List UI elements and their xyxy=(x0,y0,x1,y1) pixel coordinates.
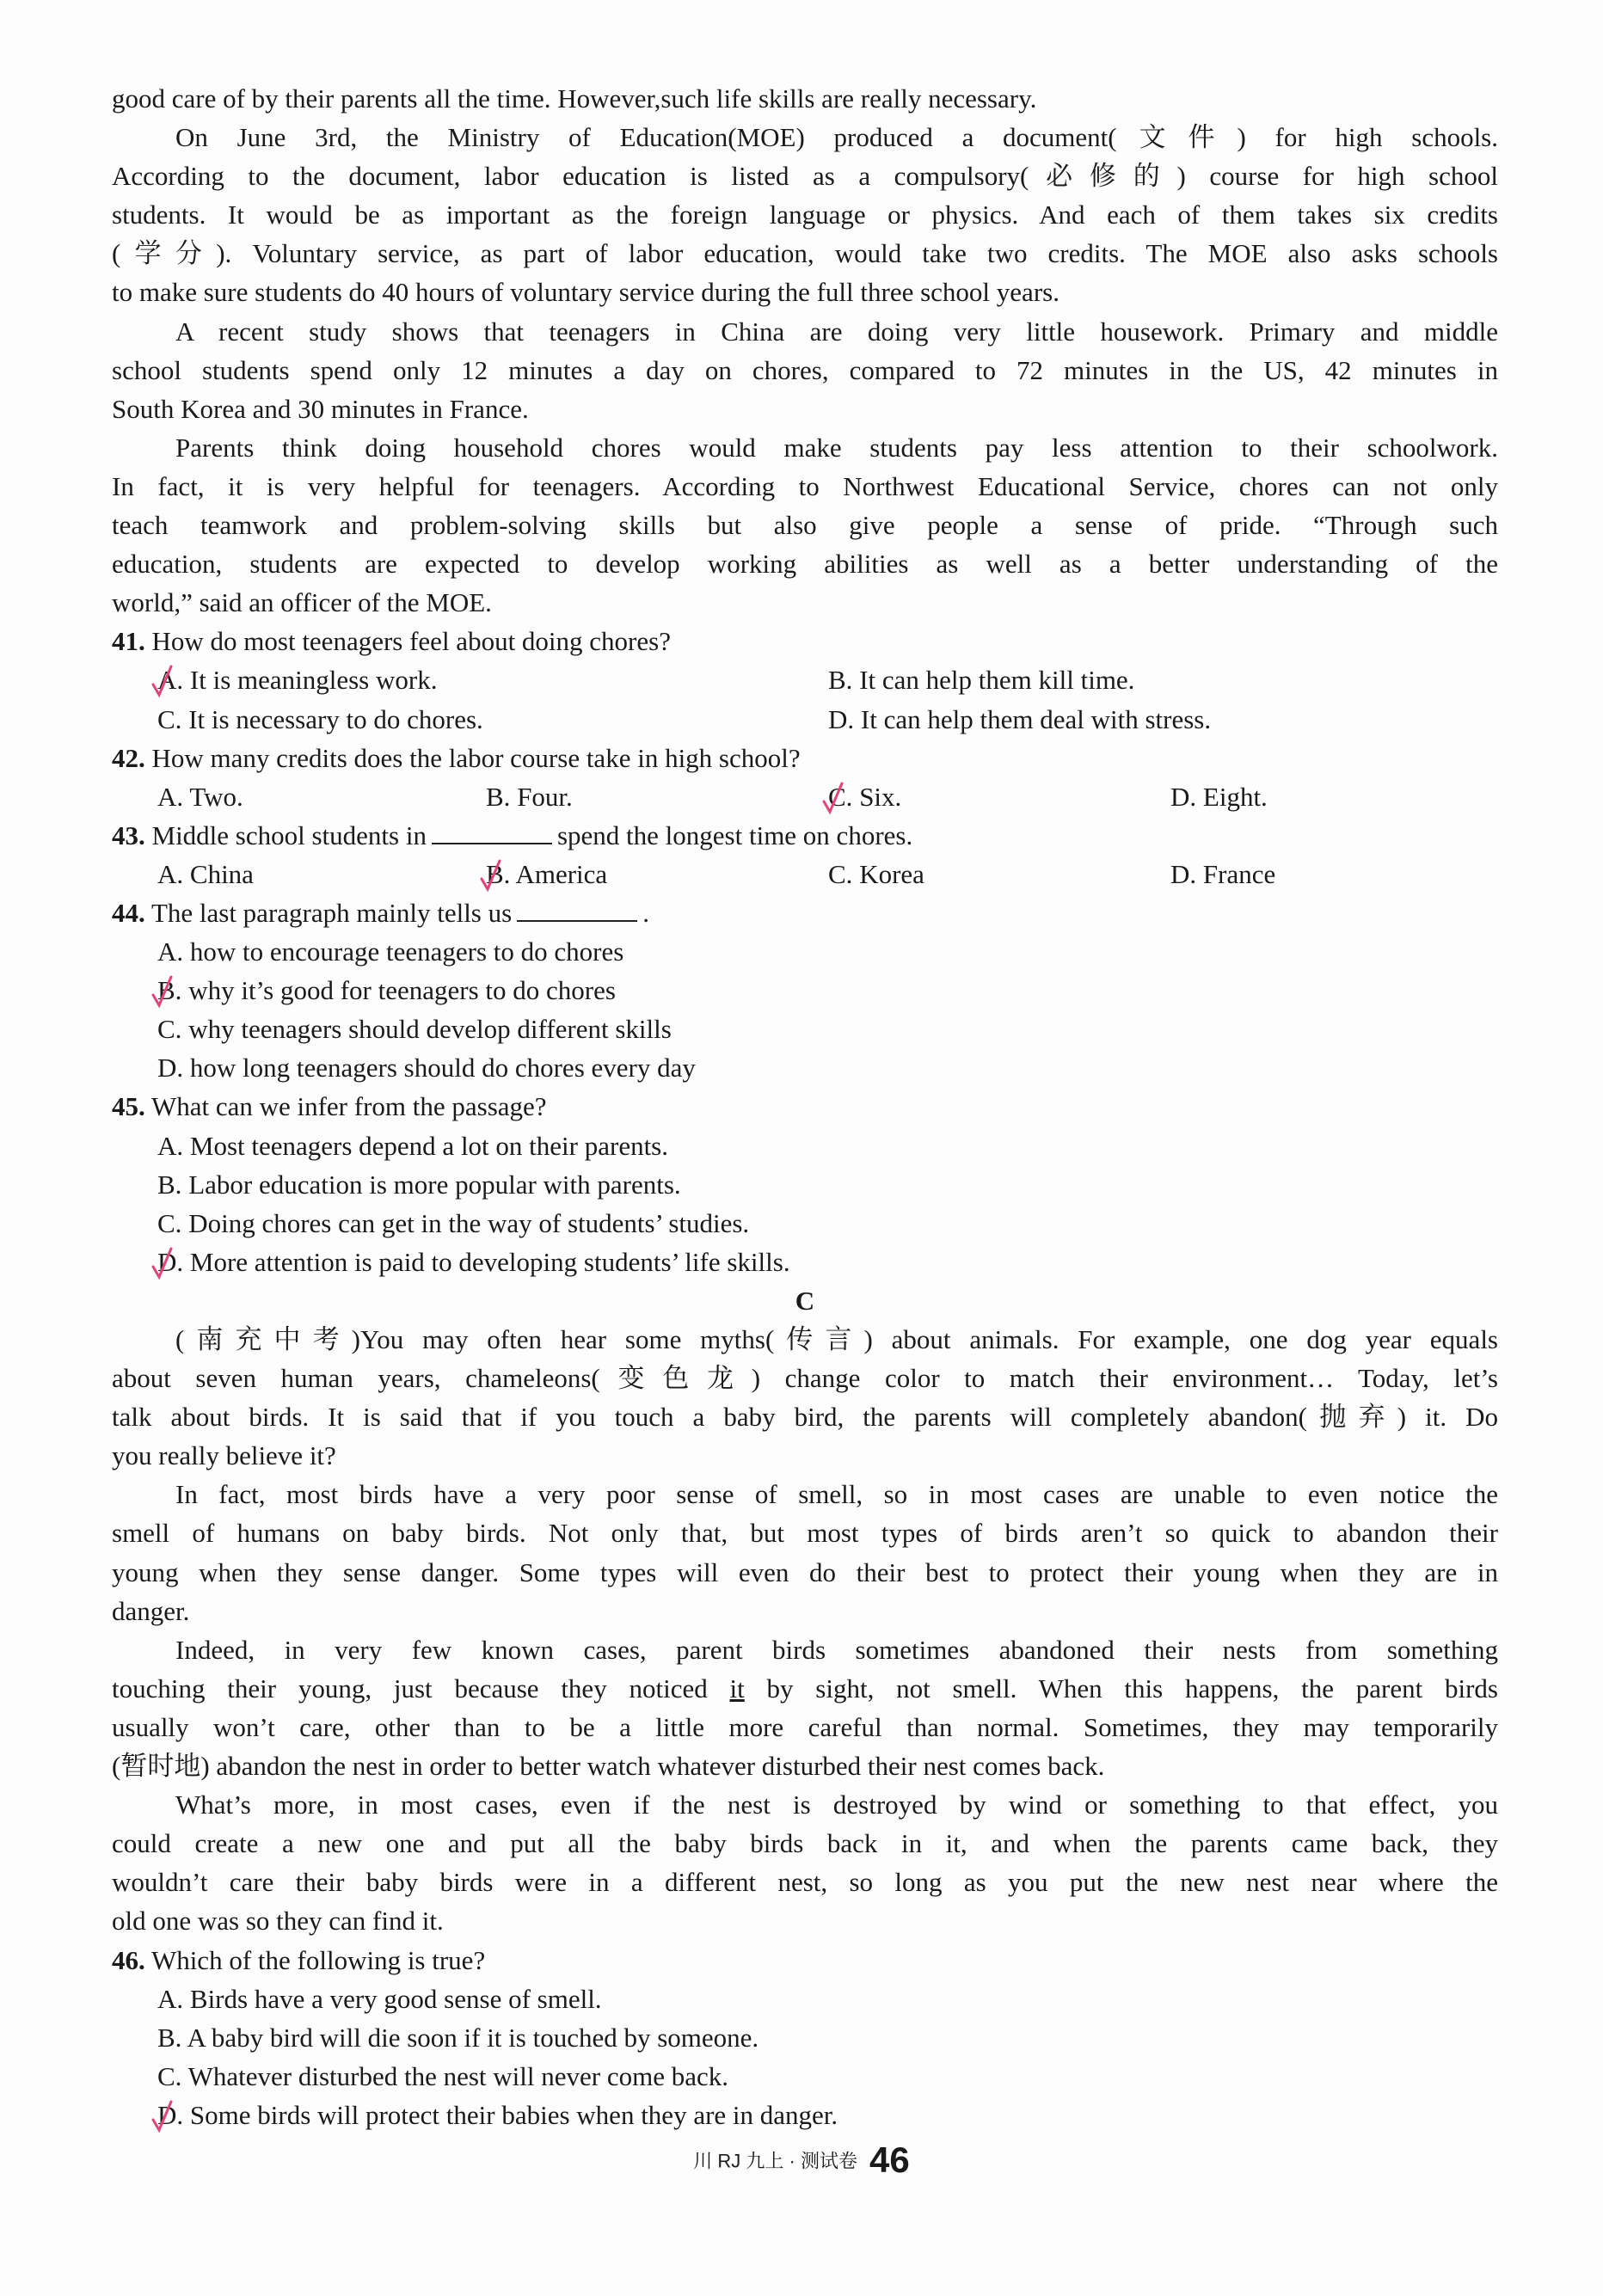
paragraph-line xyxy=(112,428,1498,467)
paragraph-line xyxy=(112,1513,1498,1552)
question xyxy=(112,739,1498,777)
option-text: Korea xyxy=(852,858,924,889)
answer-option xyxy=(157,2018,759,2057)
paragraph-line xyxy=(112,273,1498,311)
option-text: Most teenagers depend a lot on their parents. xyxy=(183,1130,668,1161)
options-row xyxy=(112,2057,1498,2096)
option-text: France xyxy=(1196,858,1276,889)
answer-option xyxy=(828,855,924,893)
answer-option xyxy=(157,932,623,971)
text-segment: by sight, not smell. When this happens, the parent birds xyxy=(744,1673,1498,1704)
options-row xyxy=(112,660,1498,699)
options-row xyxy=(112,932,1498,971)
option-letter: C. xyxy=(157,703,182,734)
answer-option xyxy=(157,1204,749,1243)
options-row xyxy=(112,1010,1498,1048)
answer-option xyxy=(1170,777,1268,816)
answer-option xyxy=(1170,855,1275,893)
checkmark-icon xyxy=(150,664,176,698)
option-letter: C. xyxy=(157,1014,182,1045)
option-text: America xyxy=(510,858,608,889)
option-letter: C. xyxy=(157,1207,182,1238)
question-number: 41. xyxy=(112,626,145,657)
paragraph-line xyxy=(112,79,1498,118)
paragraph-line xyxy=(112,1630,1498,1669)
question-number: 44. xyxy=(112,897,145,928)
question-text: Which of the following is true? xyxy=(144,1944,486,1975)
question-number: 45. xyxy=(112,1091,145,1122)
line-text: you really believe it? xyxy=(112,1440,336,1471)
answer-option xyxy=(157,700,483,739)
option-letter: D. xyxy=(1170,781,1197,812)
option-letter: B. xyxy=(486,781,511,812)
option-text: It can help them kill time. xyxy=(852,665,1135,696)
option-letter: B. xyxy=(486,858,511,889)
answer-option xyxy=(828,660,1134,699)
line-text: usually won’t care, other than to be a little more careful than normal. Sometimes, they may temporarily xyxy=(112,1711,1498,1742)
option-letter: A. xyxy=(157,781,184,812)
option-text: A baby bird will die soon if it is touched by someone. xyxy=(181,2022,759,2053)
answer-option xyxy=(157,2057,728,2096)
paragraph-line xyxy=(112,544,1498,583)
option-letter: A. xyxy=(157,936,184,967)
paragraph-line xyxy=(112,1436,1498,1475)
line-text: On June 3rd, the Ministry of Education(MOE) produced a document(文件) for high schools. xyxy=(175,122,1498,153)
options-row xyxy=(112,777,1498,816)
question-text: Middle school students in xyxy=(144,820,427,850)
paragraph-line xyxy=(112,1824,1498,1863)
option-letter: A. xyxy=(157,1130,184,1161)
line-text: What’s more, in most cases, even if the nest is destroyed by wind or something to that effect, you xyxy=(175,1790,1498,1820)
line-text: education, students are expected to develop working abilities as well as a better understanding of the xyxy=(112,549,1498,580)
options-row xyxy=(112,1243,1498,1281)
paragraph-line xyxy=(112,1863,1498,1901)
option-letter: B. xyxy=(157,975,182,1006)
option-text: More attention is paid to developing students’ life skills. xyxy=(183,1246,790,1277)
options-row xyxy=(112,1127,1498,1165)
option-letter: D. xyxy=(157,2099,184,2130)
line-text: about seven human years, chameleons(变色龙) change color to match their environment… Today, let’s xyxy=(112,1363,1498,1394)
option-letter: D. xyxy=(1170,858,1197,889)
line-text: young when they sense danger. Some types will even do their best to protect their young when they are in xyxy=(112,1556,1498,1587)
paragraph-line xyxy=(112,1359,1498,1397)
paragraph-line xyxy=(112,234,1498,273)
line-text: good care of by their parents all the time. However,such life skills are really necessary. xyxy=(112,83,1037,114)
option-text: how long teenagers should do chores every day xyxy=(183,1053,696,1084)
question-number: 42. xyxy=(112,742,145,773)
paragraph-line xyxy=(112,467,1498,506)
question-text: How do most teenagers feel about doing chores? xyxy=(144,626,671,657)
option-letter: D. xyxy=(828,703,855,734)
line-text: old one was so they can find it. xyxy=(112,1906,444,1937)
question xyxy=(112,1087,1498,1126)
line-text: teach teamwork and problem-solving skills but also give people a sense of pride. “Through such xyxy=(112,510,1498,541)
line-text: danger. xyxy=(112,1595,190,1626)
paragraph-line xyxy=(112,1669,1498,1708)
line-text: talk about birds. It is said that if you touch a baby bird, the parents will completely abandon(抛弃) it. Do xyxy=(112,1402,1498,1433)
option-text: how to encourage teenagers to do chores xyxy=(183,936,624,967)
answer-option xyxy=(157,2096,838,2134)
answer-option xyxy=(486,855,607,893)
paragraph-line xyxy=(112,390,1498,428)
option-letter: B. xyxy=(828,665,853,696)
option-text: It is necessary to do chores. xyxy=(181,703,483,734)
question xyxy=(112,1941,1498,1980)
paragraph-line xyxy=(112,157,1498,195)
question-text-end: spend the longest time on chores. xyxy=(556,820,913,850)
line-text: Indeed, in very few known cases, parent birds sometimes abandoned their nests from something xyxy=(175,1634,1498,1665)
question-text: How many credits does the labor course take in high school? xyxy=(144,742,801,773)
checkmark-icon xyxy=(150,974,176,1009)
line-text: In fact, most birds have a very poor sense of smell, so in most cases are unable to even notice the xyxy=(175,1479,1498,1510)
line-text: could create a new one and put all the baby birds back in it, and when the parents came back, they xyxy=(112,1828,1498,1859)
paragraph-line xyxy=(112,312,1498,351)
page-number: 46 xyxy=(869,2139,910,2180)
option-letter: C. xyxy=(828,781,853,812)
answer-option xyxy=(157,1165,681,1204)
line-text: South Korea and 30 minutes in France. xyxy=(112,393,529,424)
option-text: why it’s good for teenagers to do chores xyxy=(181,975,616,1006)
line-text: school students spend only 12 minutes a day on chores, compared to 72 minutes in the US, 42 minutes in xyxy=(112,354,1498,385)
option-text: It is meaningless work. xyxy=(183,665,438,696)
answer-option xyxy=(828,777,901,816)
paragraph-line xyxy=(112,1747,1498,1785)
option-letter: C. xyxy=(828,858,853,889)
checkmark-icon xyxy=(821,781,847,815)
answer-option xyxy=(157,660,437,699)
line-text: (南充中考)You may often hear some myths(传言) about animals. For example, one dog year equals xyxy=(175,1324,1498,1354)
line-text: (学分). Voluntary service, as part of labor education, would take two credits. The MOE also asks schools xyxy=(112,238,1498,269)
paragraph-line xyxy=(112,506,1498,544)
underlined-word: it xyxy=(729,1673,745,1704)
option-text: Four. xyxy=(510,781,573,812)
paragraph-line xyxy=(112,1320,1498,1359)
options-row xyxy=(112,2096,1498,2134)
line-text: According to the document, labor education is listed as a compulsory(必修的) course for high school xyxy=(112,161,1498,192)
paragraph-line xyxy=(112,1475,1498,1513)
question xyxy=(112,816,1498,855)
question xyxy=(112,893,1498,932)
option-letter: A. xyxy=(157,665,184,696)
line-text: smell of humans on baby birds. Not only that, but most types of birds aren’t so quick to abandon their xyxy=(112,1518,1498,1549)
option-text: why teenagers should develop different skills xyxy=(181,1014,672,1045)
question-number: 43. xyxy=(112,820,145,850)
option-text: Some birds will protect their babies when they are in danger. xyxy=(183,2099,838,2130)
paragraph-line xyxy=(112,1901,1498,1940)
options-row xyxy=(112,855,1498,893)
option-letter: A. xyxy=(157,858,184,889)
paragraph-line xyxy=(112,351,1498,390)
option-letter: B. xyxy=(157,2022,182,2053)
line-text: students. It would be as important as the foreign language or physics. And each of them takes six credits xyxy=(112,200,1498,230)
answer-option xyxy=(157,855,254,893)
option-text: Six. xyxy=(852,781,902,812)
option-text: Two. xyxy=(183,781,243,812)
option-text: Labor education is more popular with parents. xyxy=(181,1169,681,1200)
text-segment: touching their young, just because they noticed xyxy=(112,1673,730,1704)
options-row xyxy=(112,1204,1498,1243)
options-row xyxy=(112,2018,1498,2057)
paragraph-line xyxy=(112,195,1498,234)
line-text: wouldn’t care their baby birds were in a different nest, so long as you put the new nest near where the xyxy=(112,1867,1498,1898)
line-text: A recent study shows that teenagers in China are doing very little housework. Primary and middle xyxy=(175,316,1498,347)
option-letter: D. xyxy=(157,1246,184,1277)
checkmark-icon xyxy=(150,1246,176,1280)
line-text: Parents think doing household chores would make students pay less attention to their schoolwork. xyxy=(175,432,1498,463)
paragraph-line xyxy=(112,118,1498,157)
answer-option xyxy=(157,777,243,816)
answer-option xyxy=(157,971,616,1010)
question-text: What can we infer from the passage? xyxy=(144,1091,547,1122)
footer-label: 川 RJ 九上 · 测试卷 xyxy=(693,2150,857,2172)
options-row xyxy=(112,1980,1498,2018)
answer-option xyxy=(157,1010,672,1048)
option-text: China xyxy=(183,858,254,889)
option-letter: C. xyxy=(157,2060,182,2091)
line-text: In fact, it is very helpful for teenagers. According to Northwest Educational Service, chores can not only xyxy=(112,470,1498,501)
options-row xyxy=(112,700,1498,739)
answer-blank xyxy=(517,896,637,922)
question xyxy=(112,622,1498,660)
option-text: Eight. xyxy=(1196,781,1268,812)
paragraph-line xyxy=(112,1592,1498,1630)
section-heading: C xyxy=(795,1285,815,1316)
options-row xyxy=(112,971,1498,1010)
option-text: Birds have a very good sense of smell. xyxy=(183,1983,602,2014)
line-text: world,” said an officer of the MOE. xyxy=(112,587,492,618)
paragraph-line xyxy=(112,1708,1498,1747)
question-text: The last paragraph mainly tells us xyxy=(144,897,513,928)
paragraph-line xyxy=(112,1553,1498,1592)
answer-option xyxy=(157,1127,668,1165)
line-text: (暂时地) abandon the nest in order to better watch whatever disturbed their nest comes back. xyxy=(112,1751,1105,1782)
page-content xyxy=(112,79,1498,2134)
options-row xyxy=(112,1165,1498,1204)
option-text: Whatever disturbed the nest will never come back. xyxy=(181,2060,728,2091)
paragraph-line xyxy=(112,1397,1498,1436)
answer-blank xyxy=(432,819,552,844)
options-row xyxy=(112,1048,1498,1087)
option-letter: D. xyxy=(157,1053,184,1084)
question-number: 46. xyxy=(112,1944,145,1975)
answer-option xyxy=(157,1048,696,1087)
answer-option xyxy=(157,1243,790,1281)
paragraph-line xyxy=(112,583,1498,622)
line-text: to make sure students do 40 hours of voluntary service during the full three school years. xyxy=(112,277,1059,308)
paragraph-line xyxy=(112,1785,1498,1824)
option-text: Doing chores can get in the way of students’ studies. xyxy=(181,1207,750,1238)
option-letter: B. xyxy=(157,1169,182,1200)
answer-option xyxy=(157,1980,602,2018)
page-footer xyxy=(0,2139,1603,2181)
option-letter: A. xyxy=(157,1983,184,2014)
answer-option xyxy=(486,777,573,816)
question-text-end: . xyxy=(642,897,649,928)
option-text: It can help them deal with stress. xyxy=(854,703,1212,734)
answer-option xyxy=(828,700,1211,739)
checkmark-icon xyxy=(479,858,505,893)
checkmark-icon xyxy=(150,2099,176,2133)
